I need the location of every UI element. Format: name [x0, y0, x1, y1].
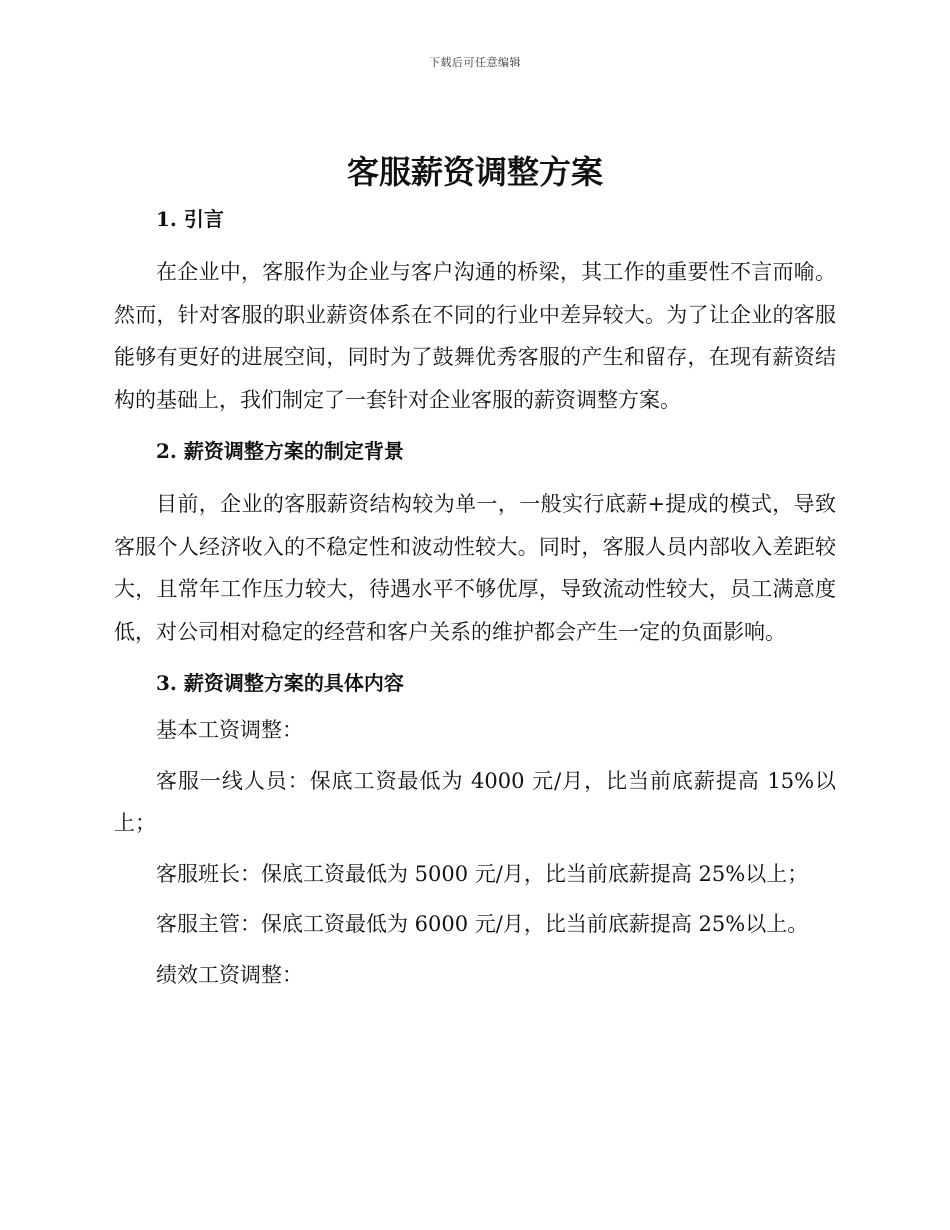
base-salary-heading: 基本工资调整： — [156, 718, 303, 742]
section-heading-content: 3. 薪资调整方案的具体内容 — [156, 671, 404, 695]
section-heading-background: 2. 薪资调整方案的制定背景 — [156, 439, 404, 463]
document-body — [114, 201, 836, 996]
document-title: 客服薪资调整方案 — [346, 153, 603, 191]
frontline-staff-item: 客服一线人员：保底工资最低为 4000 元/月，比当前底薪提高 15%以上； — [114, 768, 836, 835]
performance-salary-heading: 绩效工资调整： — [156, 962, 303, 987]
section-heading-introduction: 1. 引言 — [156, 207, 224, 231]
introduction-paragraph: 在企业中，客服作为企业与客户沟通的桥梁，其工作的重要性不言而喻。然而，针对客服的职业薪资体系在不同的行业中差异较大。为了让企业的客服能够有更好的进展空间，同时为了鼓舞优秀客服的产生和留存，在现有薪资结构的基础上，我们制定了一套针对企业客服的薪资调整方案。 — [114, 260, 836, 412]
page-header-note: 下载后可任意编辑 — [429, 56, 521, 69]
background-paragraph: 目前，企业的客服薪资结构较为单一，一般实行底薪+提成的模式，导致客服个人经济收入的不稳定性和波动性较大。同时，客服人员内部收入差距较大，且常年工作压力较大，待遇水平不够优厚，导致流动性较大，员工满意度低，对公司相对稳定的经营和客户关系的维护都会产生一定的负面影响。 — [114, 492, 836, 644]
team-leader-item: 客服班长：保底工资最低为 5000 元/月，比当前底薪提高 25%以上； — [156, 861, 809, 886]
supervisor-item: 客服主管：保底工资最低为 6000 元/月，比当前底薪提高 25%以上。 — [156, 912, 809, 936]
